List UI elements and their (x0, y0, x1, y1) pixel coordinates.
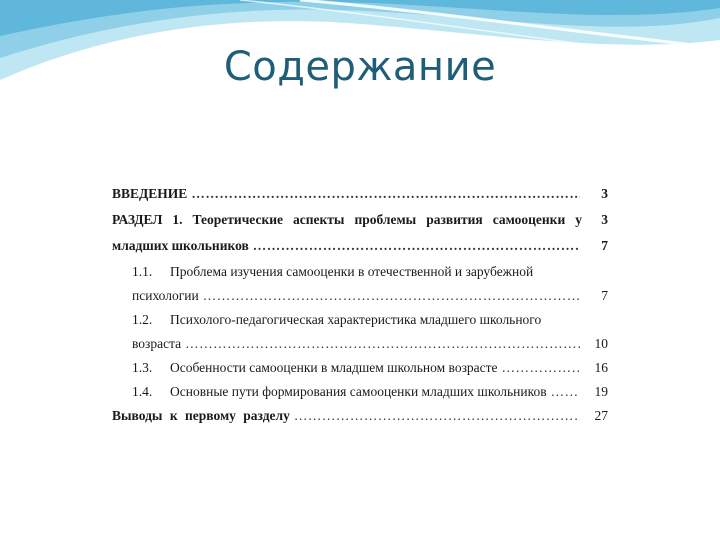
toc-page-number: 3 (601, 212, 608, 227)
toc-leader-dots (551, 384, 580, 400)
toc-page-number: 19 (594, 384, 608, 399)
toc-entry-text: возраста (132, 336, 182, 351)
toc-entry-1-4 (132, 384, 608, 404)
toc-page-number: 7 (601, 288, 608, 303)
toc-leader-dots (253, 238, 580, 254)
toc-entry-text: Особенности самооценки в младшем школьном возрасте (170, 360, 498, 375)
toc-item-number: 1.2. (132, 312, 153, 327)
toc-page-number: 27 (594, 408, 608, 423)
toc-entry-text: Проблема изучения самооценки в отечественной и зарубежной (170, 264, 534, 279)
toc-page-number: 10 (594, 336, 608, 351)
toc-page-number: 3 (601, 186, 608, 201)
toc-entry-intro (112, 186, 608, 206)
toc-entry-text: ВВЕДЕНИЕ (112, 186, 188, 201)
toc-page-number: 7 (601, 238, 608, 253)
toc-entry-1-2-cont (132, 336, 608, 356)
toc-entry-text: психологии (132, 288, 199, 303)
toc-entry-1-1 (132, 264, 608, 284)
slide-title: Содержание (223, 44, 497, 90)
toc-entry-section1-cont (112, 238, 608, 258)
toc-entry-1-3 (132, 360, 608, 380)
toc-entry-1-2 (132, 312, 608, 332)
toc-entry-1-1-cont (132, 288, 608, 308)
toc-leader-dots (203, 288, 580, 304)
toc-entry-text: младших школьников (112, 238, 249, 253)
toc-entry-section1 (112, 212, 608, 232)
toc-leader-dots (185, 336, 580, 352)
toc-entry-conclusions (112, 408, 608, 428)
toc-leader-dots (294, 408, 580, 424)
toc-page-number: 16 (594, 360, 608, 375)
toc-entry-text: РАЗДЕЛ 1. Теоретические аспекты проблемы развития самооценки у (112, 212, 582, 227)
toc-entry-text: Психолого-педагогическая характеристика младшего школьного (170, 312, 542, 327)
toc-item-number: 1.4. (132, 384, 153, 399)
toc-entry-text: Выводы к первому разделу (112, 408, 290, 423)
toc-leader-dots (191, 186, 580, 202)
toc-item-number: 1.1. (132, 264, 153, 279)
toc-entry-text: Основные пути формирования самооценки младших школьников (170, 384, 547, 399)
toc-item-number: 1.3. (132, 360, 153, 375)
toc-leader-dots (502, 360, 580, 376)
